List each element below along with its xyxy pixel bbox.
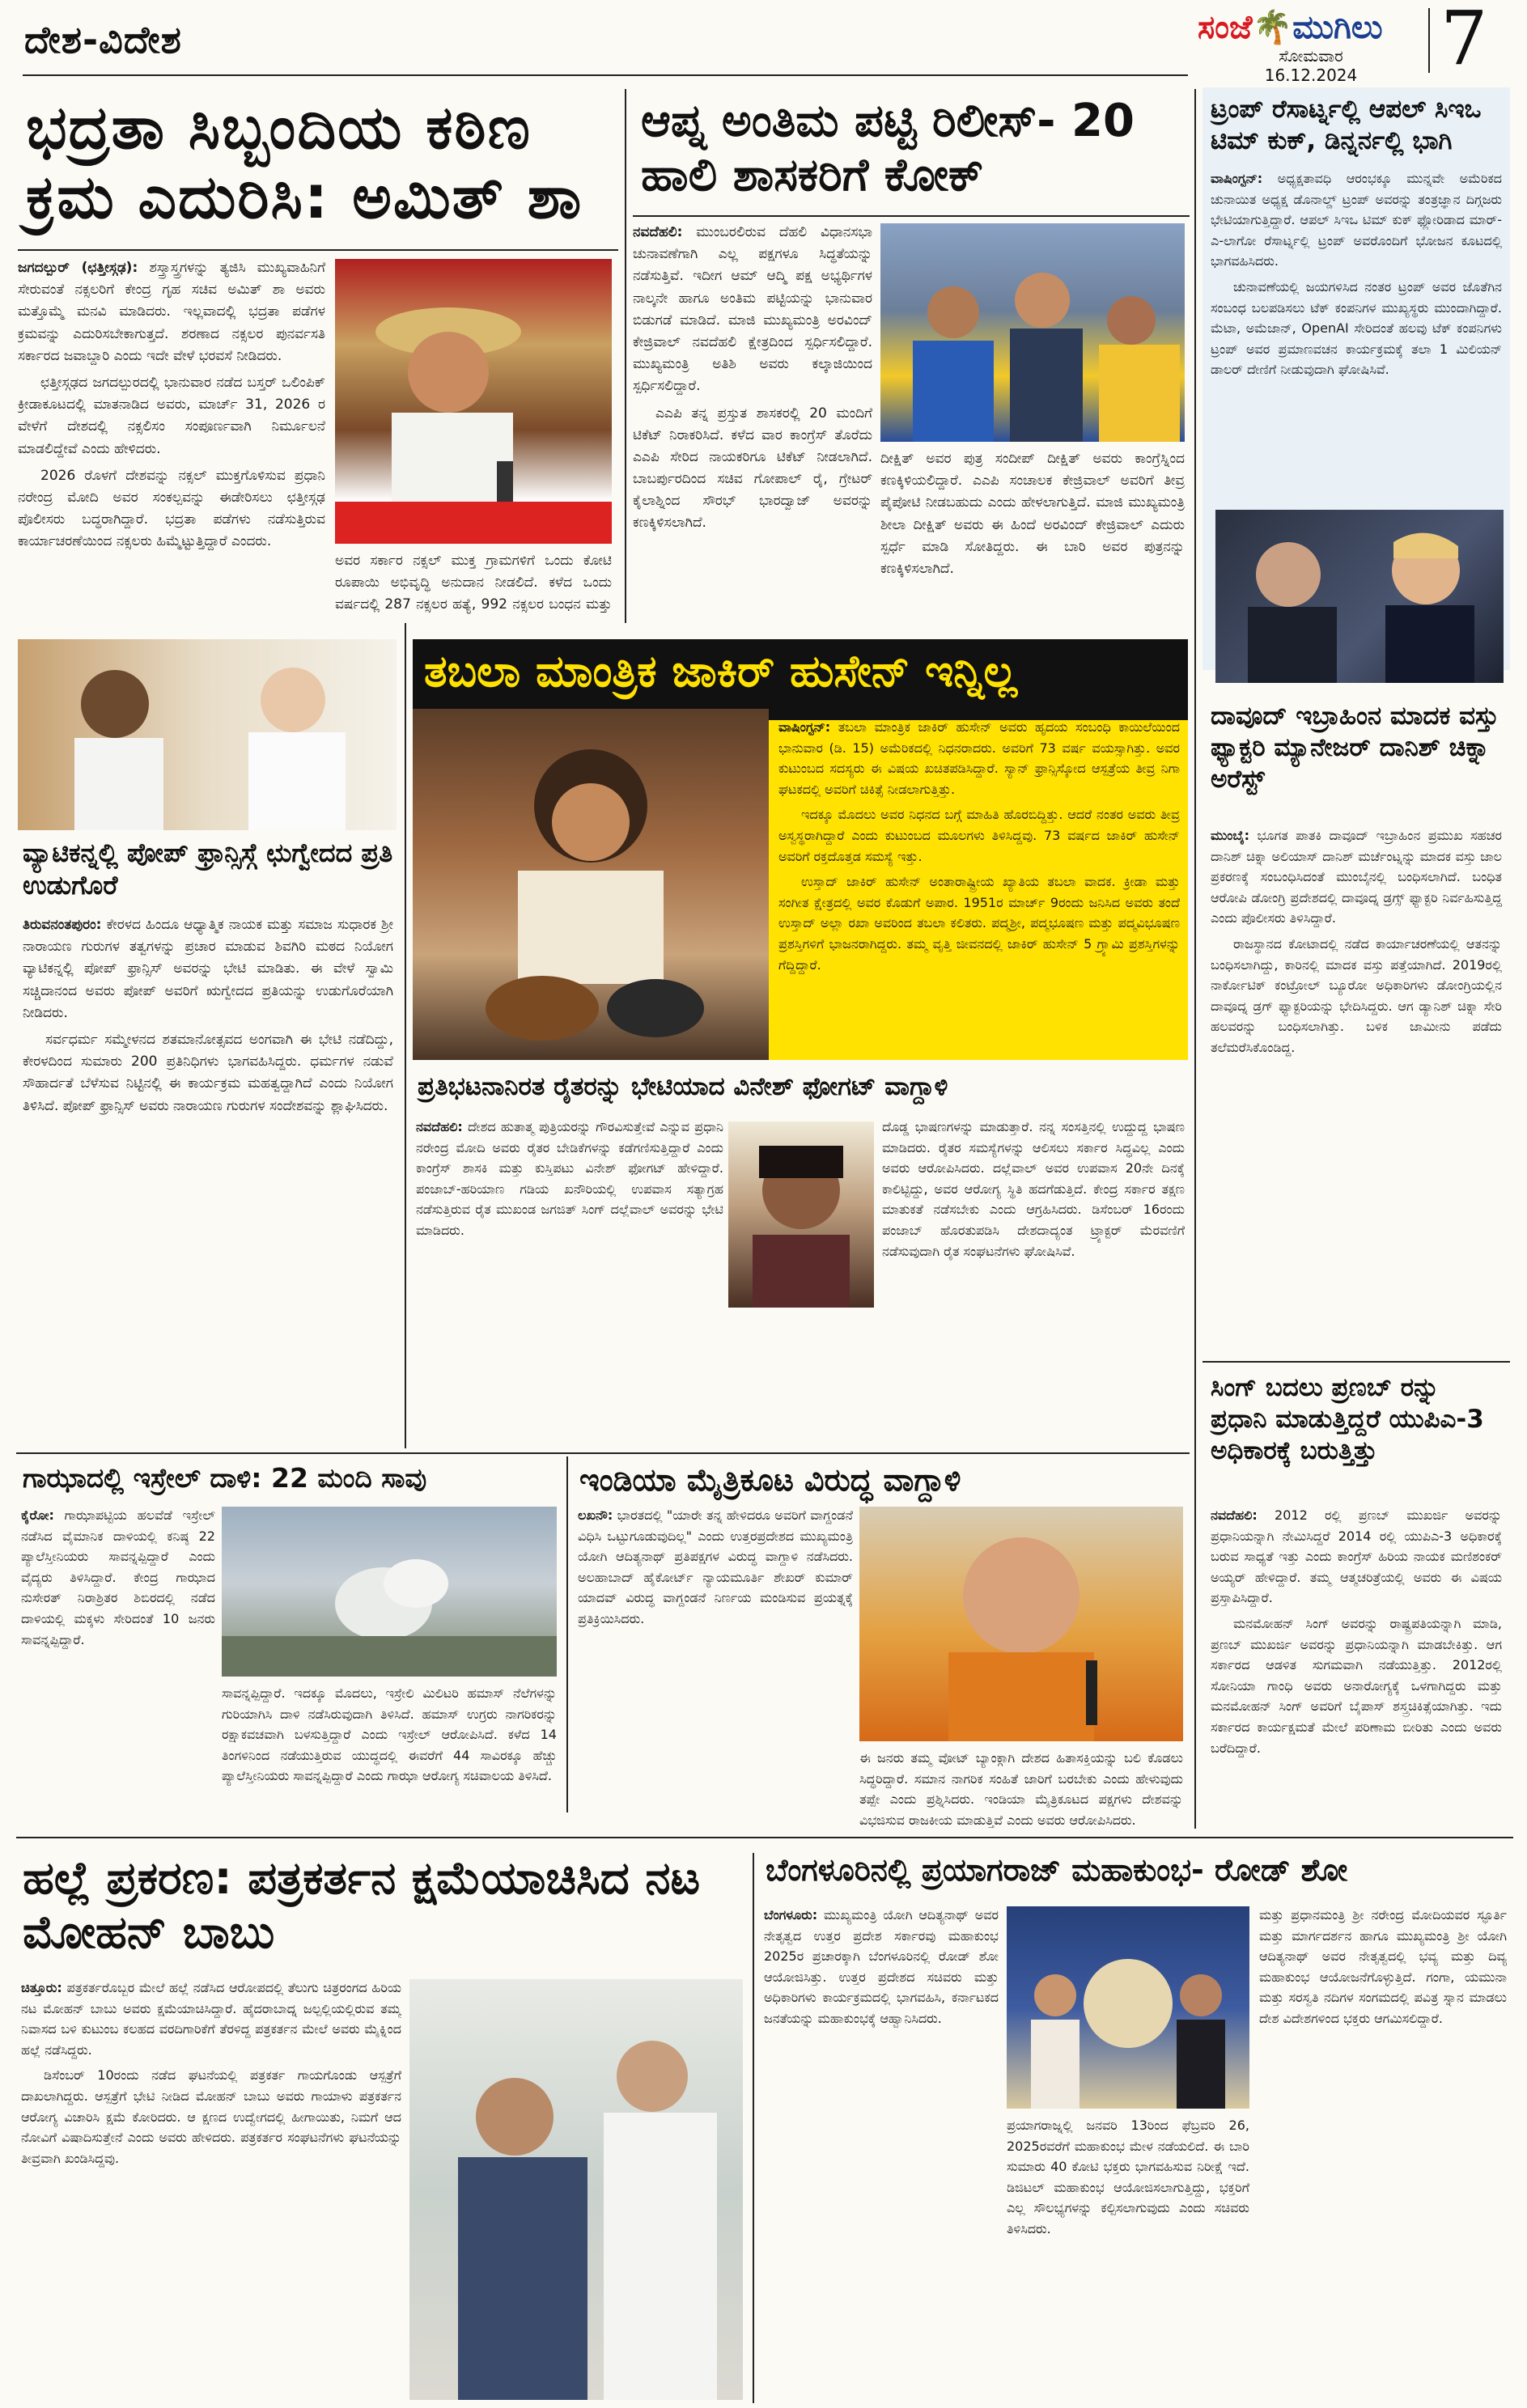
- article-body-continued: [859, 1748, 1183, 1829]
- dateline: ನವದೆಹಲಿ:: [1211, 1507, 1258, 1523]
- body-text: ಗಾಝಾಪಟ್ಟಿಯ ಹಲವೆಡೆ ಇಸ್ರೇಲ್ ನಡೆಸಿದ ವೈಮಾನಿಕ ದಾಳಿಯಲ್ಲಿ ಕನಿಷ್ಠ 22 ಪ್ಯಾಲೆಸ್ತೀನಿಯರು ಸಾವನ್ನಪ್ಪಿದ್ದಾರೆ ಎಂದು ವೈದ್ಯರು ತಿಳಿಸಿದ್ದಾರೆ. ಕೇಂದ್ರ ಗಾಝಾದ ನುಸೇರತ್ ನಿರಾಶ್ರಿತರ ಶಿಬಿರದಲ್ಲಿ ನಡೆದ ದಾಳಿಯಲ್ಲಿ ಮಕ್ಕಳು ಸೇರಿದಂತೆ 10 ಜನರು ಸಾವನ್ನಪ್ಪಿದ್ದಾರೆ.: [21, 1507, 215, 1647]
- dateline: ವಾಷಿಂಗ್ಟನ್:: [778, 719, 831, 735]
- meeting-illustration: [18, 639, 397, 830]
- body-text: ಮನಮೋಹನ್ ಸಿಂಗ್ ಅವರನ್ನು ರಾಷ್ಟ್ರಪತಿಯನ್ನಾಗಿ ಮಾಡಿ, ಪ್ರಣಬ್ ಮುಖರ್ಜಿ ಅವರನ್ನು ಪ್ರಧಾನಿಯನ್ನಾಗಿ ಮಾಡಬೇಕಿತ್ತು. ಆಗ ಸರ್ಕಾರದ ಆಡಳಿತ ಸುಗಮವಾಗಿ ನಡೆಯುತ್ತಿತ್ತು. 2012ರಲ್ಲಿ ಸೋನಿಯಾ ಗಾಂಧಿ ಅವರು ಅನಾರೋಗ್ಯಕ್ಕೆ ಒಳಗಾಗಿದ್ದರು ಮತ್ತು ಮನಮೋಹನ್ ಸಿಂಗ್ ಅವರಿಗೆ ಬೈಪಾಸ್ ಶಸ್ತ್ರಚಿಕಿತ್ಸೆಯಾಗಿತ್ತು. ಇದು ಸರ್ಕಾರದ ಕಾರ್ಯಕ್ಷಮತೆ ಮೇಲೆ ಪರಿಣಾಮ ಬೀರಿತು ಎಂದು ಅವರು ಬರೆದಿದ್ದಾರೆ.: [1211, 1615, 1502, 1756]
- lower-rule: [16, 1837, 1513, 1838]
- top-rule: [23, 74, 1188, 76]
- amit-shah-photo: [335, 259, 612, 544]
- dateline: ತಿರುವನಂತಪುರಂ:: [23, 917, 102, 933]
- portrait-illustration: [728, 1121, 874, 1308]
- meeting-illustration: [1215, 510, 1504, 683]
- mohan-babu-hospital-photo: [409, 1979, 743, 2400]
- body-text: ಭಾರತದಲ್ಲಿ "ಯಾರೇ ತನ್ನ ಹೇಳಿದರೂ ಅವರಿಗೆ ವಾಗ್ದಂಡನೆ ವಿಧಿಸಿ ಒಟ್ಟುಗೂಡುವುದಿಲ್ಲ" ಎಂದು ಉತ್ತರಪ್ರದೇಶದ ಮುಖ್ಯಮಂತ್ರಿ ಯೋಗಿ ಆದಿತ್ಯನಾಥ್ ಪ್ರತಿಪಕ್ಷಗಳ ವಿರುದ್ಧ ವಾಗ್ದಾಳಿ ನಡೆಸಿದರು. ಅಲಹಾಬಾದ್ ಹೈಕೋರ್ಟ್ ನ್ಯಾಯಮೂರ್ತಿ ಶೇಖರ್ ಕುಮಾರ್ ಯಾದವ್ ವಿರುದ್ಧ ವಾಗ್ದಂಡನೆ ನಿರ್ಣಯ ಮಂಡಿಸುವ ಪ್ರಯತ್ನಕ್ಕೆ ಪ್ರತಿಕ್ರಿಯಿಸಿದರು.: [578, 1507, 853, 1626]
- headline: ಗಾಝಾದಲ್ಲಿ ಇಸ್ರೇಲ್ ದಾಳಿ: 22 ಮಂದಿ ಸಾವು: [23, 1462, 427, 1494]
- headline: ಬೆಂಗಳೂರಿನಲ್ಲಿ ಪ್ರಯಾಗರಾಜ್ ಮಹಾಕುಂಭ- ರೋಡ್ ಶೋ: [766, 1852, 1348, 1888]
- masthead-divider: [1428, 8, 1430, 73]
- col-rule-3: [405, 623, 406, 1448]
- dateline: ನವದೆಹಲಿ:: [416, 1119, 463, 1134]
- headline: ಪ್ರತಿಭಟನಾನಿರತ ರೈತರನ್ನು ಭೇಟಿಯಾದ ವಿನೇಶ್ ಫೋಗಟ್ ವಾಗ್ದಾಳಿ: [418, 1072, 948, 1101]
- body-text: ಮುಖ್ಯಮಂತ್ರಿ ಯೋಗಿ ಆದಿತ್ಯನಾಥ್ ಅವರ ನೇತೃತ್ವದ ಉತ್ತರ ಪ್ರದೇಶ ಸರ್ಕಾರವು ಮಹಾಕುಂಭ 2025ರ ಪ್ರಚಾರಕ್ಕಾಗಿ ಬೆಂಗಳೂರಿನಲ್ಲಿ ರೋಡ್ ಶೋ ಆಯೋಜಿಸಿತ್ತು. ಉತ್ತರ ಪ್ರದೇಶದ ಸಚಿವರು ಮತ್ತು ಅಧಿಕಾರಿಗಳು ಕಾರ್ಯಕ್ರಮದಲ್ಲಿ ಭಾಗವಹಿಸಿ, ಕರ್ನಾಟಕದ ಜನತೆಯನ್ನು ಮಹಾಕುಂಭಕ್ಕೆ ಆಹ್ವಾನಿಸಿದರು.: [764, 1907, 999, 2026]
- body-text: ಈ ಜನರು ತಮ್ಮ ವೋಟ್ ಬ್ಯಾಂಕ್ಗಾಗಿ ದೇಶದ ಹಿತಾಸಕ್ತಿಯನ್ನು ಬಲಿ ಕೊಡಲು ಸಿದ್ಧರಿದ್ದಾರೆ. ಸಮಾನ ನಾಗರಿಕ ಸಂಹಿತೆ ಜಾರಿಗೆ ಬರಬೇಕು ಎಂದು ಹೇಳುವುದು ತಪ್ಪೇ ಎಂದು ಪ್ರಶ್ನಿಸಿದರು. ಇಂಡಿಯಾ ಮೈತ್ರಿಕೂಟದ ಪಕ್ಷಗಳು ದೇಶವನ್ನು ವಿಭಜಿಸುವ ರಾಜಕೀಯ ಮಾಡುತ್ತಿವೆ ಎಂದು ಅವರು ಆರೋಪಿಸಿದರು.: [859, 1750, 1183, 1828]
- masthead-date: 16.12.2024: [1264, 66, 1358, 85]
- article-gaza: [18, 1456, 560, 1829]
- body-text: ಉಸ್ತಾದ್ ಜಾಕಿರ್ ಹುಸೇನ್ ಅಂತಾರಾಷ್ಟ್ರೀಯ ಖ್ಯಾತಿಯ ತಬಲಾ ವಾದಕ. ಕ್ರೀಡಾ ಮತ್ತು ಸಂಗೀತ ಕ್ಷೇತ್ರದಲ್ಲಿ ಅವರ ಕೊಡುಗೆ ಅಪಾರ. 1951ರ ಮಾರ್ಚ್ 9ರಂದು ಜನಿಸಿದ ಅವರು ತಂದೆ ಉಸ್ತಾದ್ ಅಲ್ಲಾ ರಖಾ ಅವರಿಂದ ತಬಲಾ ಕಲಿತರು. ಪದ್ಮಶ್ರೀ, ಪದ್ಮಭೂಷಣ ಮತ್ತು ಪದ್ಮವಿಭೂಷಣ ಪ್ರಶಸ್ತಿಗಳಿಗೆ ಭಾಜನರಾಗಿದ್ದರು. ತಮ್ಮ ವೃತ್ತಿ ಜೀವನದಲ್ಲಿ ಜಾಕಿರ್ ಹುಸೇನ್ 5 ಗ್ರ್ಯಾಮಿ ಪ್ರಶಸ್ತಿಗಳನ್ನು ಗೆದ್ದಿದ್ದಾರೆ.: [778, 874, 1180, 973]
- article-mahakumbh: [761, 1848, 1510, 2403]
- section-label: ದೇಶ-ವಿದೇಶ: [24, 18, 182, 61]
- col-rule-4: [566, 1456, 568, 1812]
- dateline: ವಾಷಿಂಗ್ಟನ್:: [1211, 171, 1263, 186]
- article-mohan-babu: [18, 1848, 746, 2403]
- body-text: ಡಿಸೆಂಬರ್ 10ರಂದು ನಡೆದ ಘಟನೆಯಲ್ಲಿ ಪತ್ರಕರ್ತ ಗಾಯಗೊಂಡು ಆಸ್ಪತ್ರೆಗೆ ದಾಖಲಾಗಿದ್ದರು. ಆಸ್ಪತ್ರೆಗೆ ಭೇಟಿ ನೀಡಿದ ಮೋಹನ್ ಬಾಬು ಅವರು ಗಾಯಾಳು ಪತ್ರಕರ್ತನ ಆರೋಗ್ಯ ವಿಚಾರಿಸಿ ಕ್ಷಮೆ ಕೋರಿದರು. ಆ ಕ್ಷಣದ ಉದ್ವೇಗದಲ್ಲಿ ಹೀಗಾಯಿತು, ನಿಮಗೆ ಆದ ನೋವಿಗೆ ವಿಷಾದಿಸುತ್ತೇನೆ ಎಂದು ಅವರು ಹೇಳಿದರು. ಪತ್ರಕರ್ತರ ಸಂಘಟನೆಗಳು ಘಟನೆಯನ್ನು ತೀವ್ರವಾಗಿ ಖಂಡಿಸಿದ್ದವು.: [21, 2067, 401, 2166]
- body-text: ಸಾವನ್ನಪ್ಪಿದ್ದಾರೆ. ಇದಕ್ಕೂ ಮೊದಲು, ಇಸ್ರೇಲಿ ಮಿಲಿಟರಿ ಹಮಾಸ್ ನೆಲೆಗಳನ್ನು ಗುರಿಯಾಗಿಸಿ ದಾಳಿ ನಡೆಸಿರುವುದಾಗಿ ತಿಳಿಸಿದೆ. ಹಮಾಸ್ ಉಗ್ರರು ನಾಗರಿಕರನ್ನು ರಕ್ಷಾಕವಚವಾಗಿ ಬಳಸುತ್ತಿದ್ದಾರೆ ಎಂದು ಇಸ್ರೇಲ್ ಆರೋಪಿಸಿದೆ. ಕಳೆದ 14 ತಿಂಗಳಿನಿಂದ ನಡೆಯುತ್ತಿರುವ ಯುದ್ಧದಲ್ಲಿ ಈವರೆಗೆ 44 ಸಾವಿರಕ್ಕೂ ಹೆಚ್ಚು ಪ್ಯಾಲೆಸ್ತೀನಿಯರು ಸಾವನ್ನಪ್ಪಿದ್ದಾರೆ ಎಂದು ಗಾಝಾ ಆರೋಗ್ಯ ಸಚಿವಾಲಯ ತಿಳಿಸಿದೆ.: [222, 1685, 557, 1784]
- headline: ವ್ಯಾಟಿಕನ್ನಲ್ಲಿ ಪೋಪ್ ಫ್ರಾನ್ಸಿಸ್ಗೆ ಛುಗ್ವೇದದ ಪ್ರತಿ ಉಡುಗೊರೆ: [23, 837, 393, 901]
- body-text: ಮತ್ತು ಪ್ರಧಾನಮಂತ್ರಿ ಶ್ರೀ ನರೇಂದ್ರ ಮೋದಿಯವರ ಸ್ಫೂರ್ತಿ ಮತ್ತು ಮಾರ್ಗದರ್ಶನ ಹಾಗೂ ಮುಖ್ಯಮಂತ್ರಿ ಶ್ರೀ ಯೋಗಿ ಆದಿತ್ಯನಾಥ್ ಅವರ ನೇತೃತ್ವದಲ್ಲಿ ಭವ್ಯ ಮತ್ತು ದಿವ್ಯ ಮಹಾಕುಂಭ ಆಯೋಜನೆಗೊಳ್ಳುತ್ತಿದೆ. ಗಂಗಾ, ಯಮುನಾ ಮತ್ತು ಸರಸ್ವತಿ ನದಿಗಳ ಸಂಗಮದಲ್ಲಿ ಪವಿತ್ರ ಸ್ನಾನ ಮಾಡಲು ದೇಶ ವಿದೇಶಗಳಿಂದ ಭಕ್ತರು ಆಗಮಿಸಲಿದ್ದಾರೆ.: [1259, 1907, 1507, 2026]
- event-illustration: [1007, 1906, 1249, 2109]
- body-text: ಸರ್ವಧರ್ಮ ಸಮ್ಮೇಳನದ ಶತಮಾನೋತ್ಸವದ ಅಂಗವಾಗಿ ಈ ಭೇಟಿ ನಡೆದಿದ್ದು, ಕೇರಳದಿಂದ ಸುಮಾರು 200 ಪ್ರತಿನಿಧಿಗಳು ಭಾಗವಹಿಸಿದ್ದರು. ಧರ್ಮಗಳ ನಡುವೆ ಸೌಹಾರ್ದತೆ ಬೆಳೆಸುವ ನಿಟ್ಟಿನಲ್ಲಿ ಈ ಕಾರ್ಯಕ್ರಮ ಮಹತ್ವದ್ದಾಗಿದೆ ಎಂದು ನಿಯೋಗ ತಿಳಿಸಿದೆ. ಪೋಪ್ ಫ್ರಾನ್ಸಿಸ್ ಅವರು ನಾರಾಯಣ ಗುರುಗಳ ಸಂದೇಶವನ್ನು ಶ್ಲಾಘಿಸಿದರು.: [23, 1031, 393, 1114]
- crowd-illustration: [880, 223, 1185, 442]
- article-india-alliance: [575, 1456, 1190, 1829]
- body-text: ತಬಲಾ ಮಾಂತ್ರಿಕ ಜಾಕಿರ್ ಹುಸೇನ್ ಅವರು ಹೃದಯ ಸಂಬಂಧಿ ಕಾಯಿಲೆಯಿಂದ ಭಾನುವಾರ (ಡಿ. 15) ಅಮೆರಿಕದಲ್ಲಿ ನಿಧನರಾದರು. ಅವರಿಗೆ 73 ವರ್ಷ ವಯಸ್ಸಾಗಿತ್ತು. ಅವರ ಕುಟುಂಬದ ಸದಸ್ಯರು ಈ ವಿಷಯ ಖಚಿತಪಡಿಸಿದ್ದಾರೆ. ಸ್ಯಾನ್ ಫ್ರಾನ್ಸಿಸ್ಕೋದ ಆಸ್ಪತ್ರೆಯ ತೀವ್ರ ನಿಗಾ ಘಟಕದಲ್ಲಿ ಅವರಿಗೆ ಚಿಕಿತ್ಸೆ ನೀಡಲಾಗುತ್ತಿತ್ತು.: [778, 719, 1180, 797]
- body-text: ದೀಕ್ಷಿತ್ ಅವರ ಪುತ್ರ ಸಂದೀಪ್ ದೀಕ್ಷಿತ್ ಅವರು ಕಾಂಗ್ರೆಸ್ನಿಂದ ಕಣಕ್ಕಿಳಿಯಲಿದ್ದಾರೆ. ಎಎಪಿ ಸಂಚಾಲಕ ಕೇಜ್ರಿವಾಲ್ ಅವರಿಗೆ ತೀವ್ರ ಪೈಪೋಟಿ ನೀಡಬಹುದು ಎಂದು ಹೇಳಲಾಗುತ್ತಿದೆ. ಮಾಜಿ ಮುಖ್ಯಮಂತ್ರಿ ಶೀಲಾ ದೀಕ್ಷಿತ್ ಅವರು ಈ ಹಿಂದೆ ಅರವಿಂದ್ ಕೇಜ್ರಿವಾಲ್ ಎದುರು ಸ್ಪರ್ಧೆ ಮಾಡಿ ಸೋತಿದ್ದರು. ಈ ಬಾರಿ ಅವರ ಪುತ್ರನನ್ನು ಕಣಕ್ಕಿಳಿಸಲಾಗಿದೆ.: [880, 451, 1185, 577]
- body-text: ಮುಂಬರಲಿರುವ ದೆಹಲಿ ವಿಧಾನಸಭಾ ಚುನಾವಣೆಗಾಗಿ ಎಲ್ಲ ಪಕ್ಷಗಳೂ ಸಿದ್ಧತೆಯನ್ನು ನಡೆಸುತ್ತಿವೆ. ಇದೀಗ ಆಮ್ ಆದ್ಮಿ ಪಕ್ಷ ಅಭ್ಯರ್ಥಿಗಳ ನಾಲ್ಕನೇ ಹಾಗೂ ಅಂತಿಮ ಪಟ್ಟಿಯನ್ನು ಭಾನುವಾರ ಬಿಡುಗಡೆ ಮಾಡಿದೆ. ಮಾಜಿ ಮುಖ್ಯಮಂತ್ರಿ ಅರವಿಂದ್ ಕೇಜ್ರಿವಾಲ್ ನವದೆಹಲಿ ಕ್ಷೇತ್ರದಿಂದ ಸ್ಪರ್ಧಿಸಲಿದ್ದಾರೆ. ಮುಖ್ಯಮಂತ್ರಿ ಅತಿಶಿ ಅವರು ಕಲ್ಕಾಜಿಯಿಂದ ಸ್ಪರ್ಧಿಸಲಿದ್ದಾರೆ.: [633, 224, 872, 395]
- article-body-continued: [882, 1117, 1185, 1440]
- dateline: ಚಿತ್ತೂರು:: [21, 1980, 62, 1995]
- body-text: ಇದಕ್ಕೂ ಮೊದಲು ಅವರ ನಿಧನದ ಬಗ್ಗೆ ಮಾಹಿತಿ ಹೊರಬಿದ್ದಿತ್ತು. ಆದರೆ ನಂತರ ಅವರು ತೀವ್ರ ಅಸ್ವಸ್ಥರಾಗಿದ್ದಾರೆ ಎಂದು ಕುಟುಂಬದ ಮೂಲಗಳು ತಿಳಿಸಿದ್ದವು. 73 ವರ್ಷದ ಜಾಕಿರ್ ಹುಸೇನ್ ಅವರಿಗೆ ರಕ್ತದೊತ್ತಡ ಸಮಸ್ಯೆ ಇತ್ತು.: [778, 807, 1180, 864]
- yogi-adityanath-photo: [859, 1507, 1183, 1741]
- brand-part1: ಸಂಜೆ: [1198, 9, 1253, 46]
- body-text: ರಾಜಸ್ಥಾನದ ಕೋಟಾದಲ್ಲಿ ನಡೆದ ಕಾರ್ಯಾಚರಣೆಯಲ್ಲಿ ಆತನನ್ನು ಬಂಧಿಸಲಾಗಿದ್ದು, ಕಾರಿನಲ್ಲಿ ಮಾದಕ ವಸ್ತು ಪತ್ತೆಯಾಗಿದೆ. 2019ರಲ್ಲಿ ನಾರ್ಕೋಟಿಕ್ ಕಂಟ್ರೋಲ್ ಬ್ಯೂರೋ ಅಧಿಕಾರಿಗಳು ಡೋಂಗ್ರಿಯಲ್ಲಿನ ದಾವೂದ್ನ ಡ್ರಗ್ ಫ್ಯಾಕ್ಟರಿಯನ್ನು ಭೇದಿಸಿದ್ದರು. ಆಗ ಡ್ಯಾನಿಶ್ ಚಿಕ್ನಾ ಸೇರಿ ಹಲವರನ್ನು ಬಂಧಿಸಲಾಗಿತ್ತು. ಬಳಿಕ ಜಾಮೀನು ಪಡೆದು ತಲೆಮರೆಸಿಕೊಂಡಿದ್ದ.: [1211, 935, 1502, 1055]
- tabla-player-illustration: [413, 709, 769, 1060]
- article-body: [21, 1978, 401, 2398]
- masthead: [1198, 8, 1424, 85]
- body-text: ಅಧ್ಯಕ್ಷತಾವಧಿ ಆರಂಭಕ್ಕೂ ಮುನ್ನವೇ ಅಮೆರಿಕದ ಚುನಾಯಿತ ಅಧ್ಯಕ್ಷ ಡೊನಾಲ್ಡ್ ಟ್ರಂಪ್ ಅವರನ್ನು ತಂತ್ರಜ್ಞಾನ ದಿಗ್ಗಜರು ಭೇಟಿಯಾಗುತ್ತಿದ್ದಾರೆ. ಆಪಲ್ ಸಿಇಒ ಟಿಮ್ ಕುಕ್ ಫ್ಲೋರಿಡಾದ ಮಾರ್-ಎ-ಲಾಗೋ ರೆಸಾರ್ಟ್ನಲ್ಲಿ ಟ್ರಂಪ್ ಅವರೊಂದಿಗೆ ಭೋಜನ ಕೂಟದಲ್ಲಿ ಭಾಗವಹಿಸಿದರು.: [1211, 171, 1502, 269]
- body-text: ಎಎಪಿ ತನ್ನ ಪ್ರಸ್ತುತ ಶಾಸಕರಲ್ಲಿ 20 ಮಂದಿಗೆ ಟಿಕೆಟ್ ನಿರಾಕರಿಸಿದೆ. ಕಳೆದ ವಾರ ಕಾಂಗ್ರೆಸ್ ತೊರೆದು ಎಎಪಿ ಸೇರಿದ ನಾಯಕರಿಗೂ ಟಿಕೆಟ್ ನೀಡಲಾಗಿದೆ. ಬಾಬರ್ಪುರದಿಂದ ಸಚಿವ ಗೋಪಾಲ್ ರೈ, ಗ್ರೇಟರ್ ಕೈಲಾಶ್ನಿಂದ ಸೌರಭ್ ಭಾರದ್ವಾಜ್ ಅವರನ್ನು ಕಣಕ್ಕಿಳಿಸಲಾಗಿದೆ.: [633, 405, 872, 532]
- dateline: ಕೈರೋ:: [21, 1507, 54, 1523]
- headline: ಆಪ್ನ ಅಂತಿಮ ಪಟ್ಟಿ ರಿಲೀಸ್- 20 ಹಾಲಿ ಶಾಸಕರಿಗೆ ಕೋಕ್: [641, 95, 1135, 202]
- palm-icon: 🌴: [1252, 9, 1293, 46]
- col-rule-1: [625, 89, 626, 623]
- body-text: ದೊಡ್ಡ ಭಾಷಣಗಳನ್ನು ಮಾಡುತ್ತಾರೆ. ನನ್ನ ಸಂಸತ್ತಿನಲ್ಲಿ ಉದ್ದುದ್ದ ಭಾಷಣ ಮಾಡಿದರು. ರೈತರ ಸಮಸ್ಯೆಗಳನ್ನು ಆಲಿಸಲು ಸರ್ಕಾರ ಸಿದ್ಧವಿಲ್ಲ ಎಂದು ಅವರು ಆರೋಪಿಸಿದರು. ದಲ್ಲೆವಾಲ್ ಅವರ ಉಪವಾಸ 20ನೇ ದಿನಕ್ಕೆ ಕಾಲಿಟ್ಟಿದ್ದು, ಅವರ ಆರೋಗ್ಯ ಸ್ಥಿತಿ ಹದಗೆಡುತ್ತಿದೆ. ಕೇಂದ್ರ ಸರ್ಕಾರ ತಕ್ಷಣ ಮಾತುಕತೆ ನಡೆಸಬೇಕು ಎಂದು ಆಗ್ರಹಿಸಿದರು. ಡಿಸೆಂಬರ್ 16ರಂದು ಪಂಜಾಬ್ ಹೊರತುಪಡಿಸಿ ದೇಶದಾದ್ಯಂತ ಟ್ರ್ಯಾಕ್ಟರ್ ಮೆರವಣಿಗೆ ನಡೆಸುವುದಾಗಿ ರೈತ ಸಂಘಟನೆಗಳು ಘೋಷಿಸಿವೆ.: [882, 1119, 1185, 1259]
- headline: ಟ್ರಂಪ್ ರೆಸಾರ್ಟ್ನಲ್ಲಿ ಆಪಲ್ ಸಿಇಒ ಟಿಮ್ ಕುಕ್, ಡಿನ್ನರ್ನಲ್ಲಿ ಭಾಗಿ: [1211, 95, 1482, 155]
- article-body: [23, 914, 393, 1448]
- body-text: ಪತ್ರಕರ್ತರೊಬ್ಬರ ಮೇಲೆ ಹಲ್ಲೆ ನಡೆಸಿದ ಆರೋಪದಲ್ಲಿ ತೆಲುಗು ಚಿತ್ರರಂಗದ ಹಿರಿಯ ನಟ ಮೋಹನ್ ಬಾಬು ಅವರು ಕ್ಷಮೆಯಾಚಿಸಿದ್ದಾರೆ. ಹೈದರಾಬಾದ್ನ ಜಲ್ಪಲ್ಲಿಯಲ್ಲಿರುವ ತಮ್ಮ ನಿವಾಸದ ಬಳಿ ಕುಟುಂಬ ಕಲಹದ ವರದಿಗಾರಿಕೆಗೆ ತೆರಳಿದ್ದ ಪತ್ರಕರ್ತನ ಮೇಲೆ ಅವರು ಮೈಕ್ನಿಂದ ಹಲ್ಲೆ ನಡೆಸಿದ್ದರು.: [21, 1980, 401, 2058]
- body-text: ಅವರ ಸರ್ಕಾರ ನಕ್ಸಲ್ ಮುಕ್ತ ಗ್ರಾಮಗಳಿಗೆ ಒಂದು ಕೋಟಿ ರೂಪಾಯಿ ಅಭಿವೃದ್ಧಿ ಅನುದಾನ ನೀಡಲಿದೆ. ಕಳೆದ ಒಂದು ವರ್ಷದಲ್ಲಿ 287 ನಕ್ಸಲರ ಹತ್ಯೆ, 992 ನಕ್ಸಲರ ಬಂಧನ ಮತ್ತು: [335, 553, 612, 613]
- mahakumbh-roadshow-photo: [1007, 1906, 1249, 2109]
- col-rule-5: [753, 1853, 754, 2403]
- body-text: ಛತ್ತೀಸ್ಗಢದ ಜಗದಲ್ಪುರದಲ್ಲಿ ಭಾನುವಾರ ನಡೆದ ಬಸ್ತರ್ ಒಲಿಂಪಿಕ್ ಕ್ರೀಡಾಕೂಟದಲ್ಲಿ ಮಾತನಾಡಿದ ಅವರು, ಮಾರ್ಚ್ 31, 2026 ರ ವೇಳೆಗೆ ದೇಶದಲ್ಲಿ ನಕ್ಸಲಿಸಂ ಸಂಪೂರ್ಣವಾಗಿ ನಿರ್ಮೂಲನೆ ಮಾಡಲಿದ್ದೇವೆ ಎಂದು ಹೇಳಿದರು.: [18, 374, 325, 457]
- hospital-illustration: [409, 1979, 743, 2400]
- article-vatican: [18, 833, 398, 1448]
- body-text: ಪ್ರಯಾಗರಾಜ್ನಲ್ಲಿ ಜನವರಿ 13ರಿಂದ ಫೆಬ್ರವರಿ 26, 2025ರವರೆಗೆ ಮಹಾಕುಂಭ ಮೇಳ ನಡೆಯಲಿದೆ. ಈ ಬಾರಿ ಸುಮಾರು 40 ಕೋಟಿ ಭಕ್ತರು ಭಾಗವಹಿಸುವ ನಿರೀಕ್ಷೆ ಇದೆ. ಡಿಜಿಟಲ್ ಮಹಾಕುಂಭ ಆಯೋಜಿಸಲಾಗುತ್ತಿದ್ದು, ಭಕ್ತರಿಗೆ ಎಲ್ಲ ಸೌಲಭ್ಯಗಳನ್ನು ಕಲ್ಪಿಸಲಾಗುವುದು ಎಂದು ಸಚಿವರು ತಿಳಿಸಿದರು.: [1007, 2118, 1249, 2236]
- article-body: [633, 222, 872, 617]
- dateline: ಮುಂಬೈ:: [1211, 828, 1250, 843]
- article-zakir-hussain: [413, 639, 1188, 1060]
- article-body: [778, 717, 1180, 1055]
- zakir-hussain-photo: [413, 709, 769, 1060]
- article-body: [416, 1117, 723, 1440]
- dateline: ಜಗದಲ್ಪುರ್ (ಛತ್ತೀಸ್ಗಢ):: [18, 260, 138, 276]
- article-amit-shah: [18, 87, 618, 621]
- body-text: ಚುನಾವಣೆಯಲ್ಲಿ ಜಯಗಳಿಸಿದ ನಂತರ ಟ್ರಂಪ್ ಅವರ ಜೊತೆಗಿನ ಸಂಬಂಧ ಬಲಪಡಿಸಲು ಟೆಕ್ ಕಂಪನಿಗಳ ಮುಖ್ಯಸ್ಥರು ಮುಂದಾಗಿದ್ದಾರೆ. ಮೆಟಾ, ಅಮೆಜಾನ್, OpenAI ಸೇರಿದಂತೆ ಹಲವು ಟೆಕ್ ಕಂಪನಿಗಳು ಟ್ರಂಪ್ ಅವರ ಪ್ರಮಾಣವಚನ ಕಾರ್ಯಕ್ರಮಕ್ಕೆ ತಲಾ 1 ಮಿಲಿಯನ್ ಡಾಲರ್ ದೇಣಿಗೆ ನೀಡುವುದಾಗಿ ಘೋಷಿಸಿವೆ.: [1211, 278, 1502, 378]
- body-text: ಭೂಗತ ಪಾತಕಿ ದಾವೂದ್ ಇಬ್ರಾಹಿಂನ ಪ್ರಮುಖ ಸಹಚರ ದಾನಿಶ್ ಚಿಕ್ನಾ ಅಲಿಯಾಸ್ ದಾನಿಶ್ ಮರ್ಚೆಂಟ್ನನ್ನು ಮಾದಕ ವಸ್ತು ಜಾಲ ಪ್ರಕರಣಕ್ಕೆ ಸಂಬಂಧಿಸಿದಂತೆ ಮುಂಬೈನಲ್ಲಿ ಬಂಧಿಸಲಾಗಿದೆ. ಬಂಧಿತ ಆರೋಪಿ ಡೋಂಗ್ರಿ ಪ್ರದೇಶದಲ್ಲಿ ದಾವೂದ್ನ ಡ್ರಗ್ಸ್ ಫ್ಯಾಕ್ಟರಿ ನಿರ್ವಹಿಸುತ್ತಿದ್ದ ಎಂದು ಪೊಲೀಸರು ತಿಳಿಸಿದ್ದಾರೆ.: [1211, 828, 1502, 926]
- rule: [18, 249, 618, 251]
- article-body: [1211, 825, 1502, 1327]
- headline: ಇಂಡಿಯಾ ಮೈತ್ರಿಕೂಟ ವಿರುದ್ಧ ವಾಗ್ದಾಳಿ: [579, 1462, 961, 1498]
- smoke-illustration: [222, 1507, 557, 1677]
- mid-rule: [16, 1452, 1190, 1454]
- brand-part2: ಮುಗಿಲು: [1292, 9, 1383, 46]
- article-delhi-aap: [633, 87, 1190, 621]
- dateline: ಬೆಂಗಳೂರು:: [764, 1907, 818, 1923]
- pope-francis-photo: [18, 639, 397, 830]
- headline: ತಬಲಾ ಮಾಂತ್ರಿಕ ಜಾಕಿರ್ ಹುಸೇನ್ ಇನ್ನಿಲ್ಲ: [413, 639, 1188, 720]
- article-body-continued: [1007, 2115, 1249, 2398]
- article-dawood: [1203, 696, 1510, 1327]
- body-text: 2026 ರೊಳಗೆ ದೇಶವನ್ನು ನಕ್ಸಲ್ ಮುಕ್ತಗೊಳಿಸುವ ಪ್ರಧಾನಿ ನರೇಂದ್ರ ಮೋದಿ ಅವರ ಸಂಕಲ್ಪವನ್ನು ಈಡೇರಿಸಲು ಛತ್ತೀಸ್ಗಢ ಪೊಲೀಸರು ಬದ್ಧರಾಗಿದ್ದಾರೆ. ಭದ್ರತಾ ಪಡೆಗಳು ನಡೆಸುತ್ತಿರುವ ಕಾರ್ಯಾಚರಣೆಯಿಂದ ನಕ್ಸಲರು ಹಿಮ್ಮೆಟ್ಟುತ್ತಿದ್ದಾರೆ ಎಂದರು.: [18, 467, 325, 550]
- vinesh-phogat-photo: [728, 1121, 874, 1308]
- article-body: [21, 1505, 215, 1829]
- portrait-illustration: [859, 1507, 1183, 1741]
- gaza-airstrike-photo: [222, 1507, 557, 1677]
- dateline: ನವದೆಹಲಿ:: [633, 224, 683, 240]
- page-number: 7: [1440, 0, 1488, 82]
- masthead-day: ಸೋಮವಾರ: [1279, 46, 1343, 66]
- article-body-continued: [335, 550, 612, 618]
- article-body: [18, 257, 325, 613]
- article-body: [764, 1905, 999, 2398]
- article-body: [1211, 1505, 1502, 1829]
- article-singh-pranab: [1203, 1367, 1510, 1829]
- trump-tim-cook-photo: [1215, 510, 1504, 683]
- masthead-brand: [1198, 8, 1424, 46]
- rule: [1203, 1361, 1510, 1363]
- headline: ದಾವೂದ್ ಇಬ್ರಾಹಿಂನ ಮಾದಕ ವಸ್ತು ಫ್ಯಾಕ್ಟರಿ ಮ್ಯಾನೇಜರ್ ದಾನಿಶ್ ಚಿಕ್ನಾ ಅರೆಸ್ಟ್: [1211, 702, 1499, 794]
- body-text: ದೇಶದ ಹುತಾತ್ಮ ಪುತ್ರಿಯರನ್ನು ಗೌರವಿಸುತ್ತೇವೆ ಎನ್ನುವ ಪ್ರಧಾನಿ ನರೇಂದ್ರ ಮೋದಿ ಅವರು ರೈತರ ಬೇಡಿಕೆಗಳನ್ನು ಕಡೆಗಣಿಸುತ್ತಿದ್ದಾರೆ ಎಂದು ಕಾಂಗ್ರೆಸ್ ಶಾಸಕಿ ಮತ್ತು ಕುಸ್ತಿಪಟು ವಿನೇಶ್ ಫೋಗಟ್ ಹೇಳಿದ್ದಾರೆ. ಪಂಜಾಬ್-ಹರಿಯಾಣ ಗಡಿಯ ಖನೌರಿಯಲ್ಲಿ ಉಪವಾಸ ಸತ್ಯಾಗ್ರಹ ನಡೆಸುತ್ತಿರುವ ರೈತ ಮುಖಂಡ ಜಗಜಿತ್ ಸಿಂಗ್ ದಲ್ಲೆವಾಲ್ ಅವರನ್ನು ಭೇಟಿ ಮಾಡಿದರು.: [416, 1119, 723, 1238]
- headline: ಹಲ್ಲೆ ಪ್ರಕರಣ: ಪತ್ರಕರ್ತನ ಕ್ಷಮೆಯಾಚಿಸಿದ ನಟ ಮೋಹನ್ ಬಾಬು: [23, 1852, 701, 1960]
- article-body-continued: [880, 448, 1185, 617]
- body-text: ಶಸ್ತ್ರಾಸ್ತ್ರಗಳನ್ನು ತ್ಯಜಿಸಿ ಮುಖ್ಯವಾಹಿನಿಗೆ ಸೇರುವಂತೆ ನಕ್ಸಲರಿಗೆ ಕೇಂದ್ರ ಗೃಹ ಸಚಿವ ಅಮಿತ್ ಶಾ ಅವರು ಮತ್ತೊಮ್ಮೆ ಮನವಿ ಮಾಡಿದರು. ಇಲ್ಲವಾದಲ್ಲಿ ಭದ್ರತಾ ಪಡೆಗಳ ಕ್ರಮವನ್ನು ಎದುರಿಸಬೇಕಾಗುತ್ತದೆ. ಶರಣಾದ ನಕ್ಸಲರ ಪುನರ್ವಸತಿ ಸರ್ಕಾರದ ಜವಾಬ್ದಾರಿ ಎಂದು ಇದೇ ವೇಳೆ ಭರವಸೆ ನೀಡಿದರು.: [18, 260, 325, 364]
- dateline: ಲಖನೌ:: [578, 1507, 613, 1523]
- article-body: [578, 1505, 853, 1829]
- article-vinesh-phogat: [413, 1068, 1188, 1448]
- headline: ಸಿಂಗ್ ಬದಲು ಪ್ರಣಬ್ ರನ್ನು ಪ್ರಧಾನಿ ಮಾಡುತ್ತಿದ್ದರೆ ಯುಪಿಎ-3 ಅಧಿಕಾರಕ್ಕೆ ಬರುತ್ತಿತ್ತು: [1211, 1373, 1484, 1465]
- article-body-continued-2: [1259, 1905, 1507, 2398]
- body-text: ಕೇರಳದ ಹಿಂದೂ ಆಧ್ಯಾತ್ಮಿಕ ನಾಯಕ ಮತ್ತು ಸಮಾಜ ಸುಧಾರಕ ಶ್ರೀ ನಾರಾಯಣ ಗುರುಗಳ ತತ್ವಗಳನ್ನು ಪ್ರಚಾರ ಮಾಡುವ ಶಿವಗಿರಿ ಮಠದ ನಿಯೋಗ ವ್ಯಾಟಿಕನ್ನಲ್ಲಿ ಪೋಪ್ ಫ್ರಾನ್ಸಿಸ್ ಅವರನ್ನು ಭೇಟಿ ಮಾಡಿತು. ಈ ವೇಳೆ ಸ್ವಾಮಿ ಸಚ್ಚಿದಾನಂದ ಅವರು ಪೋಪ್ ಅವರಿಗೆ ಋಗ್ವೇದದ ಪ್ರತಿಯನ್ನು ಉಡುಗೊರೆಯಾಗಿ ನೀಡಿದರು.: [23, 917, 393, 1021]
- headline: ಭದ್ರತಾ ಸಿಬ್ಬಂದಿಯ ಕಠಿಣ ಕ್ರಮ ಎದುರಿಸಿ: ಅಮಿತ್ ಶಾ: [26, 93, 583, 232]
- body-text: 2012 ರಲ್ಲಿ ಪ್ರಣಬ್ ಮುಖರ್ಜಿ ಅವರನ್ನು ಪ್ರಧಾನಿಯನ್ನಾಗಿ ನೇಮಿಸಿದ್ದರೆ 2014 ರಲ್ಲಿ ಯುಪಿಎ-3 ಅಧಿಕಾರಕ್ಕೆ ಬರುವ ಸಾಧ್ಯತೆ ಇತ್ತು ಎಂದು ಕಾಂಗ್ರೆಸ್ ಹಿರಿಯ ನಾಯಕ ಮಣಿಶಂಕರ್ ಅಯ್ಯರ್ ಹೇಳಿದ್ದಾರೆ. ತಮ್ಮ ಆತ್ಮಚರಿತ್ರೆಯಲ್ಲಿ ಅವರು ಈ ವಿಷಯ ಪ್ರಸ್ತಾಪಿಸಿದ್ದಾರೆ.: [1211, 1507, 1502, 1606]
- rule: [633, 215, 1190, 217]
- speaker-illustration: [335, 259, 612, 544]
- col-rule-2: [1194, 89, 1196, 1829]
- article-body-continued: [222, 1683, 557, 1829]
- kejriwal-rally-photo: [880, 223, 1185, 442]
